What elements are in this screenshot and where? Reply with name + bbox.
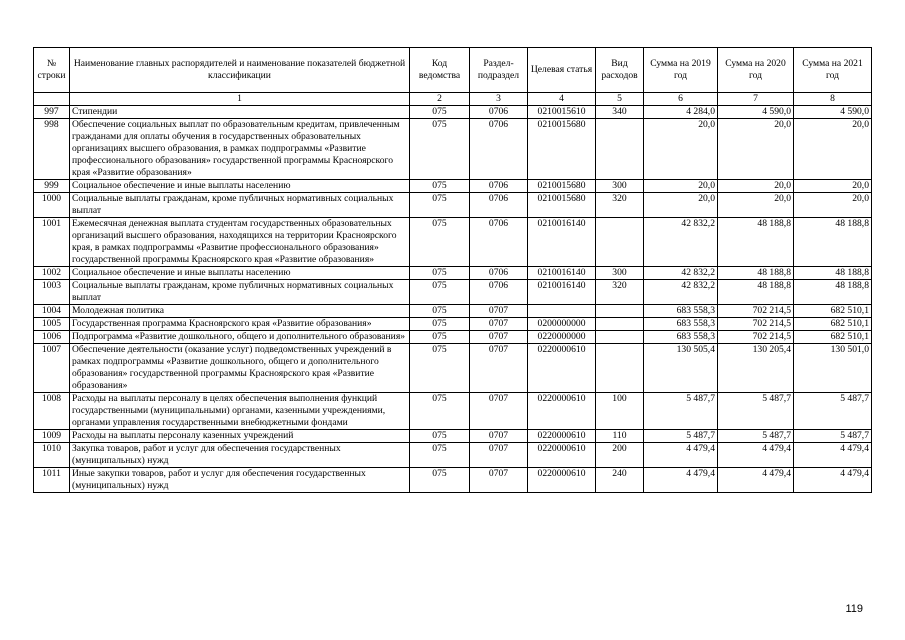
sum-2021: 5 487,7: [794, 393, 872, 430]
sum-2019: 683 558,3: [644, 331, 718, 344]
expense-kind: 110: [596, 430, 644, 443]
table-row: [34, 267, 872, 280]
sum-2021: 20,0: [794, 180, 872, 193]
header-row-number: № строки: [34, 48, 70, 93]
section-code: 0706: [470, 193, 528, 218]
table-body: [34, 106, 872, 493]
target-article: 0220000610: [528, 443, 596, 468]
department-code: 075: [410, 106, 470, 119]
expense-kind: 100: [596, 393, 644, 430]
table-row: [34, 331, 872, 344]
sum-2021: 682 510,1: [794, 331, 872, 344]
row-name: Социальные выплаты гражданам, кроме публичных нормативных социальных выплат: [70, 280, 410, 305]
department-code: 075: [410, 393, 470, 430]
department-code: 075: [410, 344, 470, 393]
table-row: [34, 305, 872, 318]
column-number: 6: [644, 93, 718, 106]
table-row: [34, 280, 872, 305]
sum-2019: 42 832,2: [644, 218, 718, 267]
column-number-row: [34, 93, 872, 106]
row-number: 1004: [34, 305, 70, 318]
expense-kind: [596, 119, 644, 180]
department-code: 075: [410, 331, 470, 344]
sum-2020: 48 188,8: [718, 267, 794, 280]
sum-2020: 5 487,7: [718, 393, 794, 430]
target-article: 0220000610: [528, 468, 596, 493]
header-sum-2020: Сумма на 2020 год: [718, 48, 794, 93]
department-code: 075: [410, 430, 470, 443]
sum-2020: 48 188,8: [718, 280, 794, 305]
header-sum-2021: Сумма на 2021 год: [794, 48, 872, 93]
section-code: 0707: [470, 318, 528, 331]
target-article: 0210016140: [528, 267, 596, 280]
row-number: 1002: [34, 267, 70, 280]
row-number: 997: [34, 106, 70, 119]
department-code: 075: [410, 280, 470, 305]
table-row: [34, 344, 872, 393]
section-code: 0706: [470, 280, 528, 305]
column-number: 4: [528, 93, 596, 106]
sum-2021: 20,0: [794, 193, 872, 218]
department-code: 075: [410, 318, 470, 331]
sum-2021: 130 501,0: [794, 344, 872, 393]
sum-2019: 5 487,7: [644, 430, 718, 443]
target-article: 0200000000: [528, 318, 596, 331]
sum-2019: 130 505,4: [644, 344, 718, 393]
row-name: Закупка товаров, работ и услуг для обеспечения государственных (муниципальных) нужд: [70, 443, 410, 468]
sum-2019: 42 832,2: [644, 280, 718, 305]
target-article: 0210015610: [528, 106, 596, 119]
sum-2020: 130 205,4: [718, 344, 794, 393]
row-number: 998: [34, 119, 70, 180]
department-code: 075: [410, 468, 470, 493]
column-number: 2: [410, 93, 470, 106]
row-number: 1010: [34, 443, 70, 468]
table-row: [34, 218, 872, 267]
target-article: 0220000000: [528, 331, 596, 344]
expense-kind: [596, 318, 644, 331]
column-number: [34, 93, 70, 106]
table-row: [34, 106, 872, 119]
sum-2021: 4 479,4: [794, 443, 872, 468]
row-name: Иные закупки товаров, работ и услуг для обеспечения государственных (муниципальных) нужд: [70, 468, 410, 493]
expense-kind: 200: [596, 443, 644, 468]
row-name: Расходы на выплаты персоналу в целях обеспечения выполнения функций государственными (муниципальными) органами, казенными учреждениями, органами управления государственными внебюджетными фондами: [70, 393, 410, 430]
table-header-row: [34, 48, 872, 93]
expense-kind: 340: [596, 106, 644, 119]
section-code: 0706: [470, 119, 528, 180]
row-name: Подпрограмма «Развитие дошкольного, общего и дополнительного образования»: [70, 331, 410, 344]
expense-kind: 240: [596, 468, 644, 493]
department-code: 075: [410, 180, 470, 193]
sum-2020: 4 590,0: [718, 106, 794, 119]
budget-table: [33, 47, 872, 493]
row-number: 1003: [34, 280, 70, 305]
row-number: 1009: [34, 430, 70, 443]
department-code: 075: [410, 305, 470, 318]
department-code: 075: [410, 218, 470, 267]
sum-2021: 4 479,4: [794, 468, 872, 493]
target-article: 0210015680: [528, 180, 596, 193]
sum-2020: 4 479,4: [718, 443, 794, 468]
expense-kind: [596, 331, 644, 344]
sum-2019: 20,0: [644, 180, 718, 193]
sum-2020: 702 214,5: [718, 318, 794, 331]
row-name: Расходы на выплаты персоналу казенных учреждений: [70, 430, 410, 443]
header-section: Раздел-подраздел: [470, 48, 528, 93]
header-department-code: Код ведомства: [410, 48, 470, 93]
sum-2020: 20,0: [718, 119, 794, 180]
column-number: 8: [794, 93, 872, 106]
page-number: 119: [845, 603, 863, 615]
table-row: [34, 318, 872, 331]
header-expense-kind: Вид расходов: [596, 48, 644, 93]
row-number: 1001: [34, 218, 70, 267]
row-number: 1006: [34, 331, 70, 344]
target-article: 0210016140: [528, 218, 596, 267]
target-article: 0220000610: [528, 393, 596, 430]
expense-kind: 320: [596, 193, 644, 218]
row-name: Обеспечение деятельности (оказание услуг) подведомственных учреждений в рамках подпрограммы «Развитие дошкольного, общего и дополнительного образования» государственной программы Красноярского края «Развитие образования»: [70, 344, 410, 393]
sum-2019: 5 487,7: [644, 393, 718, 430]
sum-2019: 683 558,3: [644, 318, 718, 331]
section-code: 0707: [470, 305, 528, 318]
column-number: 7: [718, 93, 794, 106]
row-name: Социальное обеспечение и иные выплаты населению: [70, 267, 410, 280]
column-number: 1: [70, 93, 410, 106]
section-code: 0707: [470, 344, 528, 393]
sum-2020: 20,0: [718, 180, 794, 193]
department-code: 075: [410, 267, 470, 280]
sum-2019: 20,0: [644, 193, 718, 218]
table-row: [34, 393, 872, 430]
sum-2020: 4 479,4: [718, 468, 794, 493]
department-code: 075: [410, 119, 470, 180]
sum-2020: 702 214,5: [718, 331, 794, 344]
sum-2021: 48 188,8: [794, 267, 872, 280]
department-code: 075: [410, 193, 470, 218]
target-article: 0220000610: [528, 430, 596, 443]
row-name: Социальное обеспечение и иные выплаты населению: [70, 180, 410, 193]
row-name: Ежемесячная денежная выплата студентам государственных образовательных организаций высшего образования, находящихся на территории Красноярского края, в рамках подпрограммы «Развитие профессионального образования» государственной программы Красноярского края «Развитие образования»: [70, 218, 410, 267]
sum-2020: 702 214,5: [718, 305, 794, 318]
sum-2019: 4 284,0: [644, 106, 718, 119]
table-row: [34, 443, 872, 468]
budget-sheet: [33, 47, 871, 493]
target-article: 0210015680: [528, 119, 596, 180]
header-name: Наименование главных распорядителей и наименование показателей бюджетной классификации: [70, 48, 410, 93]
sum-2019: 4 479,4: [644, 468, 718, 493]
sum-2019: 683 558,3: [644, 305, 718, 318]
sum-2019: 20,0: [644, 119, 718, 180]
table-row: [34, 430, 872, 443]
sum-2021: 48 188,8: [794, 280, 872, 305]
target-article: 0210015680: [528, 193, 596, 218]
sum-2020: 48 188,8: [718, 218, 794, 267]
section-code: 0706: [470, 106, 528, 119]
section-code: 0707: [470, 331, 528, 344]
sum-2021: 5 487,7: [794, 430, 872, 443]
row-number: 1005: [34, 318, 70, 331]
sum-2019: 42 832,2: [644, 267, 718, 280]
sum-2021: 682 510,1: [794, 318, 872, 331]
row-name: Социальные выплаты гражданам, кроме публичных нормативных социальных выплат: [70, 193, 410, 218]
expense-kind: [596, 305, 644, 318]
column-number: 3: [470, 93, 528, 106]
row-name: Молодежная политика: [70, 305, 410, 318]
section-code: 0707: [470, 443, 528, 468]
target-article: 0220000610: [528, 344, 596, 393]
header-target-article: Целевая статья: [528, 48, 596, 93]
sum-2019: 4 479,4: [644, 443, 718, 468]
row-name: Обеспечение социальных выплат по образовательным кредитам, привлеченным гражданами для оплаты обучения в государственных образовательных организациях высшего образования, в рамках подпрограммы «Развитие профессионального образования» государственной программы Красноярского края «Развитие образования»: [70, 119, 410, 180]
expense-kind: 300: [596, 267, 644, 280]
section-code: 0707: [470, 430, 528, 443]
sum-2021: 4 590,0: [794, 106, 872, 119]
target-article: [528, 305, 596, 318]
row-number: 1011: [34, 468, 70, 493]
sum-2020: 5 487,7: [718, 430, 794, 443]
row-number: 1007: [34, 344, 70, 393]
target-article: 0210016140: [528, 280, 596, 305]
expense-kind: [596, 344, 644, 393]
sum-2021: 682 510,1: [794, 305, 872, 318]
table-row: [34, 119, 872, 180]
sum-2021: 48 188,8: [794, 218, 872, 267]
sum-2020: 20,0: [718, 193, 794, 218]
section-code: 0707: [470, 393, 528, 430]
header-sum-2019: Сумма на 2019 год: [644, 48, 718, 93]
expense-kind: 320: [596, 280, 644, 305]
section-code: 0706: [470, 180, 528, 193]
table-row: [34, 193, 872, 218]
sum-2021: 20,0: [794, 119, 872, 180]
section-code: 0707: [470, 468, 528, 493]
column-number: 5: [596, 93, 644, 106]
section-code: 0706: [470, 218, 528, 267]
row-number: 1008: [34, 393, 70, 430]
table-row: [34, 180, 872, 193]
expense-kind: 300: [596, 180, 644, 193]
row-name: Государственная программа Красноярского края «Развитие образования»: [70, 318, 410, 331]
section-code: 0706: [470, 267, 528, 280]
row-name: Стипендии: [70, 106, 410, 119]
expense-kind: [596, 218, 644, 267]
row-number: 999: [34, 180, 70, 193]
table-row: [34, 468, 872, 493]
row-number: 1000: [34, 193, 70, 218]
department-code: 075: [410, 443, 470, 468]
